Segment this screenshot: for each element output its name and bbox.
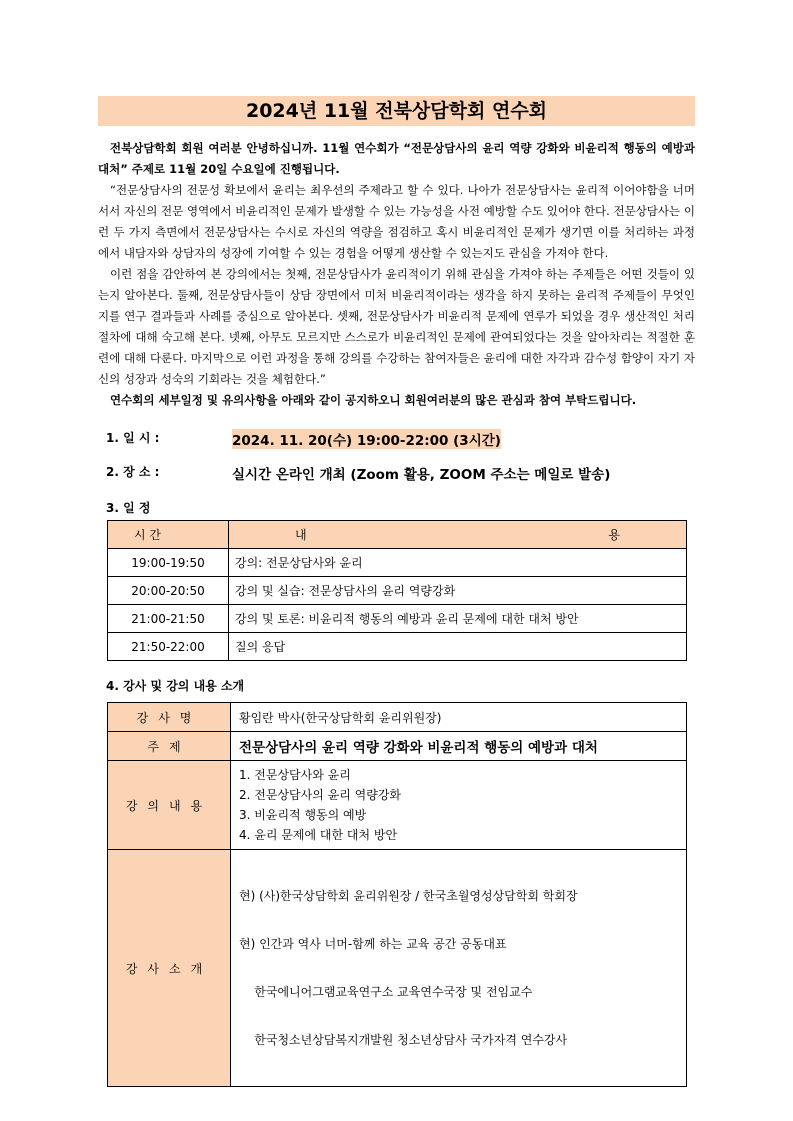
schedule-header-time-text: 시 간: [134, 528, 161, 542]
table-row: [108, 761, 687, 850]
schedule-table: [107, 520, 687, 661]
schedule-time: 19:00-19:50: [108, 549, 229, 577]
intro-paragraph-1: 전북상담학회 회원 여러분 안녕하십니까. 11월 연수회가 “전문상담사의 윤리 역량 강화와 비윤리적 행동의 예방과 대처” 주제로 11월 20일 수요일에 진행됩니다.: [98, 141, 695, 176]
date-label: 1. 일 시 :: [106, 431, 160, 445]
list-item: 1. 전문상담사와 윤리: [239, 768, 351, 782]
list-item: 현) 인간과 역사 너머-함께 하는 교육 공간 공동대표: [239, 937, 507, 951]
topic-value: 전문상담사의 윤리 역량 강화와 비윤리적 행동의 예방과 대처: [231, 732, 687, 761]
place-value: 실시간 온라인 개최 (Zoom 활용, ZOOM 주소는 메일로 발송): [232, 467, 611, 483]
place-row: [98, 463, 695, 483]
place-label: 2. 장 소 :: [106, 465, 160, 479]
list-item: 한국에니어그램교육연구소 교육연수국장 및 전임교수: [239, 985, 533, 999]
date-row: [98, 429, 695, 449]
table-row: [108, 605, 687, 633]
intro-paragraph-4: 연수회의 세부일정 및 유의사항을 아래와 같이 공지하오니 회원여러분의 많은 관심과 참여 부탁드립니다.: [110, 393, 637, 407]
schedule-content: 강의: 전문상담사와 윤리: [229, 549, 687, 577]
schedule-header-content-a: 내: [295, 528, 307, 542]
list-item: 한국청소년상담복지개발원 청소년상담사 국가자격 연수강사: [239, 1033, 568, 1047]
schedule-header-content: [229, 521, 687, 549]
document-page: [98, 96, 695, 1087]
schedule-content: 강의 및 실습: 전문상담사의 윤리 역량강화: [229, 577, 687, 605]
date-value: 2024. 11. 20(수) 19:00-22:00 (3시간): [232, 429, 501, 449]
table-row: [108, 732, 687, 761]
table-row: [108, 577, 687, 605]
list-item: 현) (사)한국상담학회 윤리위원장 / 한국초월영성상담학회 학회장: [239, 889, 578, 903]
schedule-content: 강의 및 토론: 비윤리적 행동의 예방과 윤리 문제에 대한 대처 방안: [229, 605, 687, 633]
table-row: [108, 633, 687, 661]
lecture-section-title: 4. 강사 및 강의 내용 소개: [106, 679, 245, 693]
schedule-time: 20:00-20:50: [108, 577, 229, 605]
schedule-header-content-b: 용: [608, 528, 620, 542]
lecturer-name-value: 황임란 박사(한국상담학회 윤리위원장): [231, 703, 687, 732]
topic-label: 주제: [108, 732, 231, 761]
intro-paragraph-2: “전문상담사의 전문성 확보에서 윤리는 최우선의 주제라고 할 수 있다. 나아가 전문상담사는 윤리적 이어야함을 너머서서 자신의 전문 영역에서 비윤리적인 문제가 발생할 수 있는 가능성을 사전 예방할 수도 있어야 한다. 전문상담사는 이런 두 가지 측면에서 전문상담사는 수시로 자신의 역량을 점검하고 혹시 비윤리적인 문제가 생기면 이를 처리하는 과정에서 내담자와 상담자의 성장에 기여할 수 있는 경험을 어떻게 생산할 수 있는지도 관심을 가져야 한다.: [98, 183, 695, 260]
list-item: 4. 윤리 문제에 대한 대처 방안: [239, 828, 398, 842]
schedule-header-time: [108, 521, 229, 549]
table-row: [108, 549, 687, 577]
list-item: 3. 비윤리적 행동의 예방: [239, 808, 367, 822]
table-row: [108, 850, 687, 1087]
lecture-table: [107, 702, 687, 1087]
list-item: 2. 전문상담사의 윤리 역량강화: [239, 788, 401, 802]
lecturer-name-label: 강사명: [108, 703, 231, 732]
bio-list: [231, 850, 687, 1087]
schedule-time: 21:50-22:00: [108, 633, 229, 661]
document-title: 2024년 11월 전북상담학회 연수회: [98, 96, 695, 126]
schedule-section-title: 3. 일 정: [106, 501, 151, 515]
intro-section: [98, 138, 695, 411]
schedule-content: 질의 응답: [229, 633, 687, 661]
table-row: [108, 703, 687, 732]
bio-label: 강사소개: [108, 850, 231, 1087]
schedule-header-row: [108, 521, 687, 549]
content-label: 강의내용: [108, 761, 231, 850]
schedule-time: 21:00-21:50: [108, 605, 229, 633]
content-list: [231, 761, 687, 850]
intro-paragraph-3: 이런 점을 감안하여 본 강의에서는 첫째, 전문상담사가 윤리적이기 위해 관심을 가져야 하는 주제들은 어떤 것들이 있는지 알아본다. 둘째, 전문상담사들이 상담 장면에서 미처 비윤리적이라는 생각을 하지 못하는 윤리적 주제들이 무엇인지를 연구 결과들과 사례를 중심으로 알아본다. 셋째, 전문상담사가 비윤리적 문제에 연루가 되었을 경우 생산적인 처리 절차에 대해 숙고해 본다. 넷째, 아무도 모르지만 스스로가 비윤리적인 문제에 관여되었다는 것을 알아차리는 적절한 훈련에 대해 다룬다. 마지막으로 이런 과정을 통해 강의를 수강하는 참여자들은 윤리에 대한 자각과 감수성 함양이 자기 자신의 성장과 성숙의 기회라는 것을 체험한다.”: [98, 267, 695, 386]
